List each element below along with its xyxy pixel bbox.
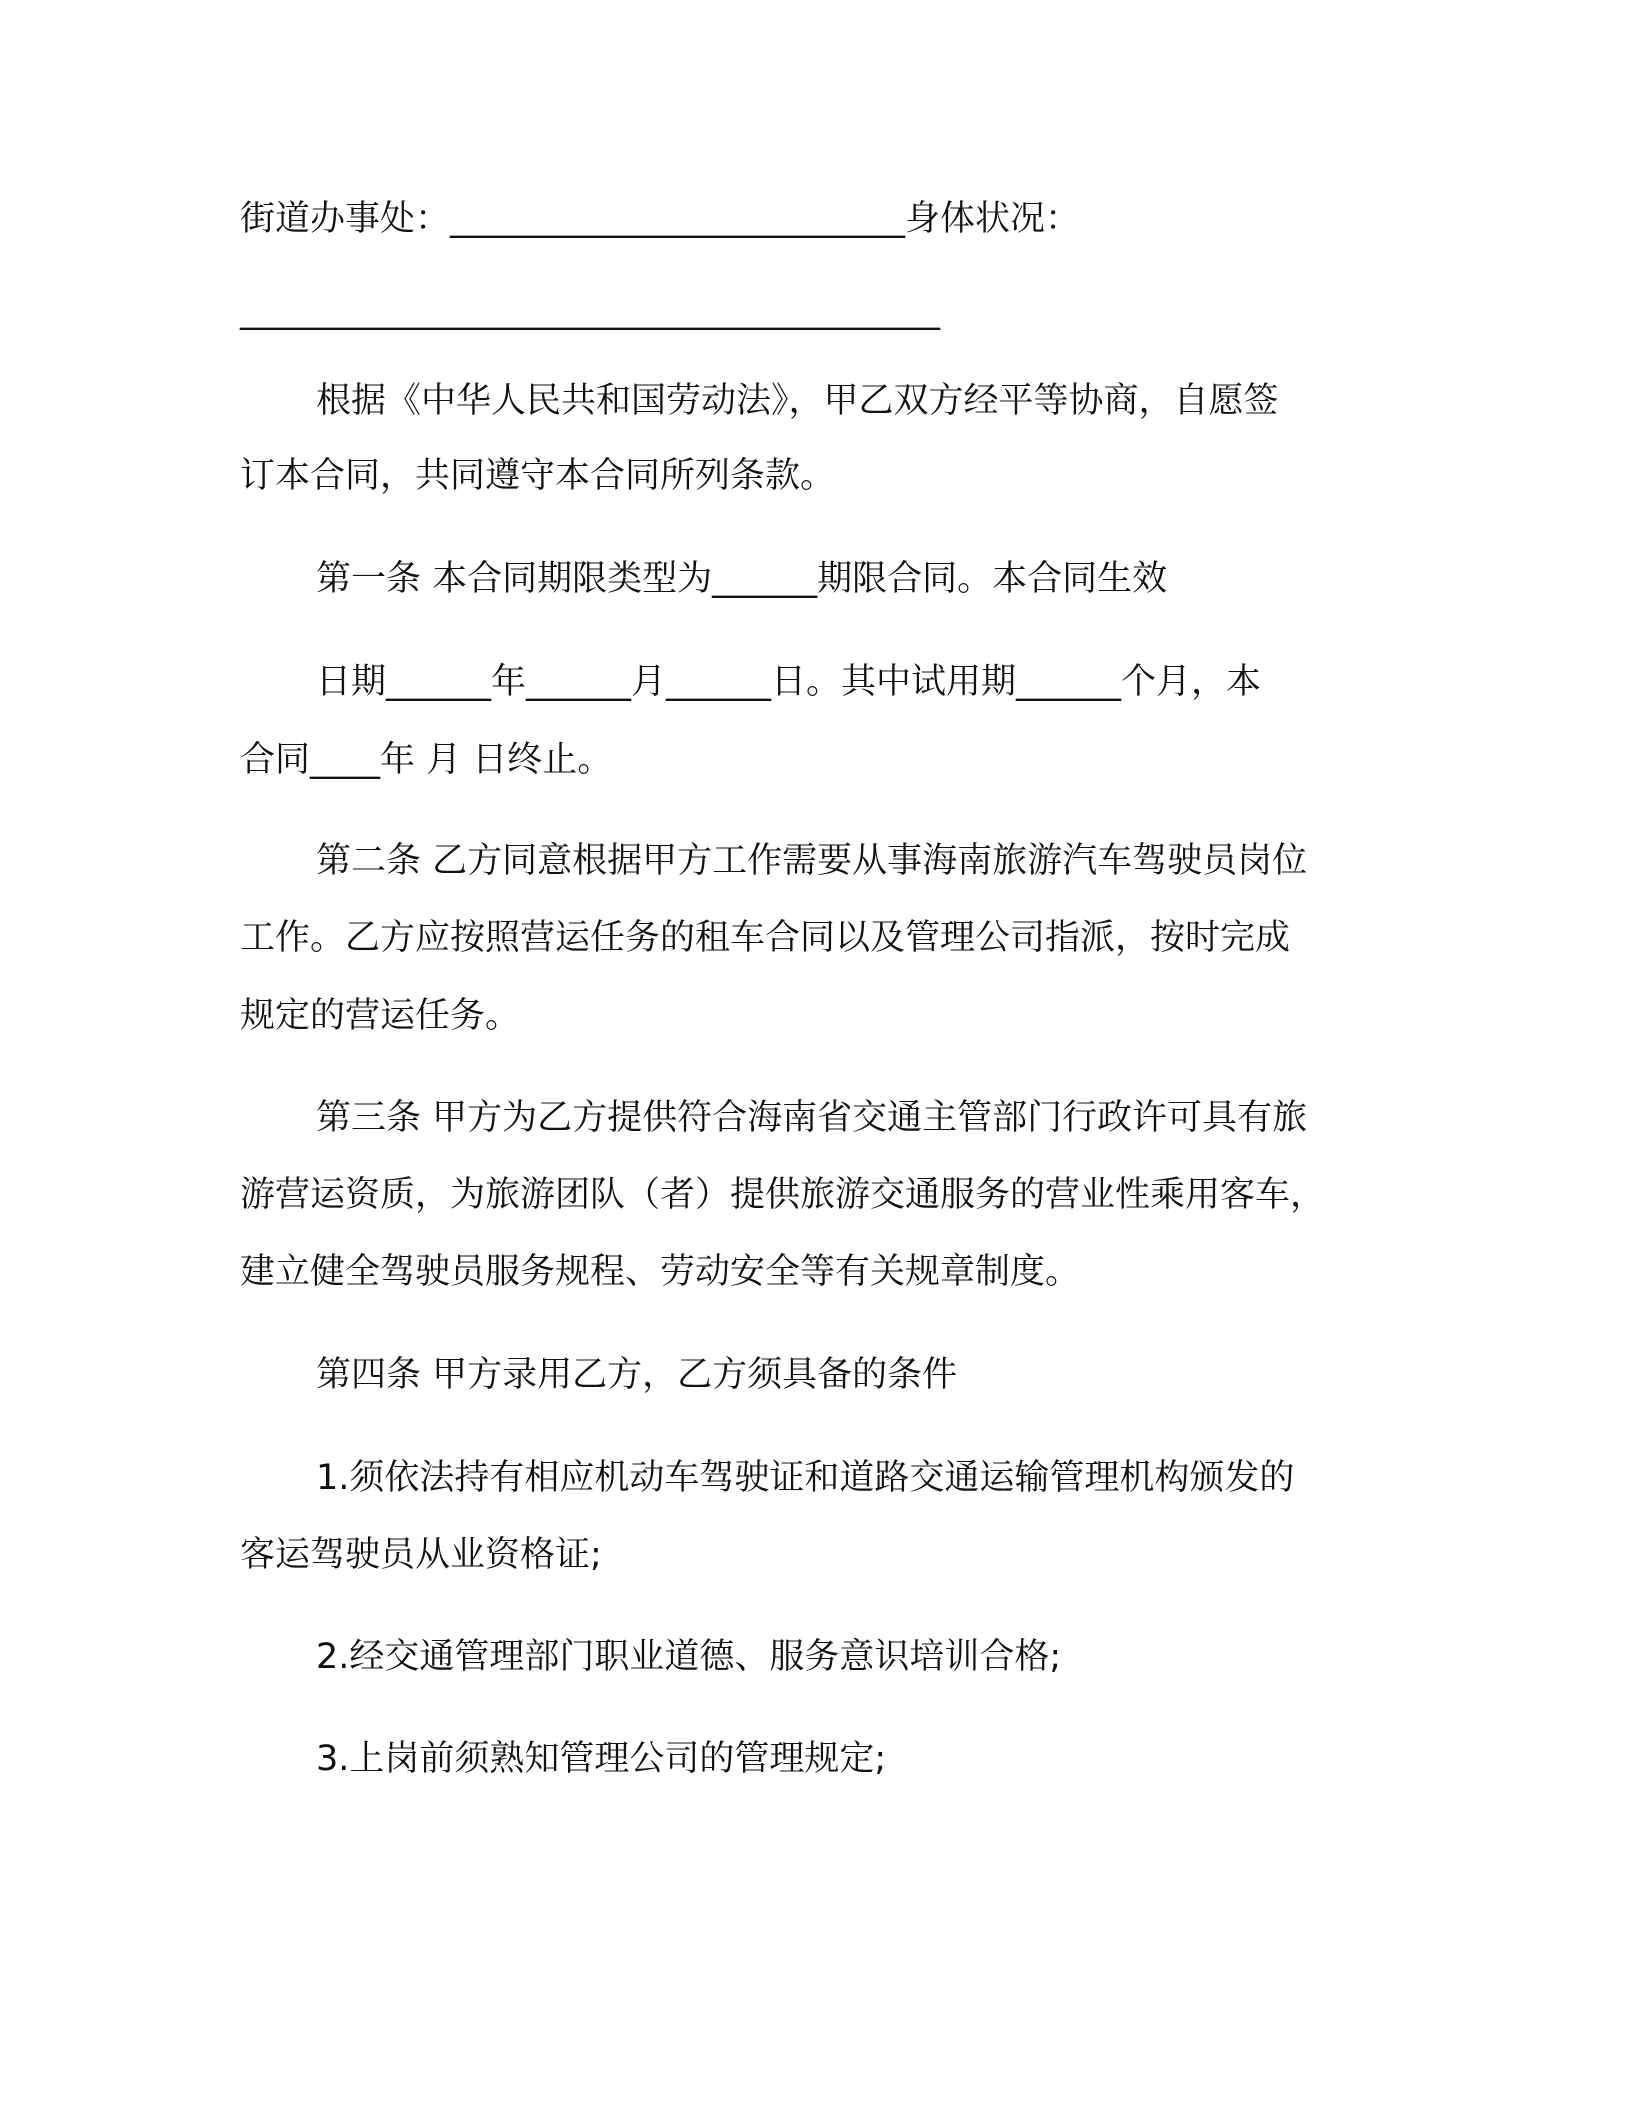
article-3-line-2: 游营运资质，为旅游团队（者）提供旅游交通服务的营业性乘用客车， bbox=[240, 1175, 1326, 1215]
preamble-line-1: 根据《中华人民共和国劳动法》，甲乙双方经平等协商，自愿签 bbox=[316, 381, 1279, 421]
condition-1-line-1: 1.须依法持有相应机动车驾驶证和道路交通运输管理机构颁发的 bbox=[316, 1458, 1295, 1498]
article-3-line-1: 第三条 甲方为乙方提供符合海南省交通主管部门行政许可具有旅 bbox=[316, 1098, 1308, 1138]
blank-underline-line: ________________________________________ bbox=[240, 291, 940, 331]
article-3-line-3: 建立健全驾驶员服务规程、劳动安全等有关规章制度。 bbox=[240, 1252, 1081, 1292]
condition-3: 3.上岗前须熟知管理公司的管理规定; bbox=[316, 1739, 887, 1779]
condition-1-line-2: 客运驾驶员从业资格证; bbox=[240, 1535, 602, 1575]
article-2-line-1: 第二条 乙方同意根据甲方工作需要从事海南旅游汽车驾驶员岗位 bbox=[316, 841, 1308, 881]
condition-2: 2.经交通管理部门职业道德、服务意识培训合格; bbox=[316, 1637, 1062, 1677]
article-1-line-2: 日期______年______月______日。其中试用期______个月，本 bbox=[316, 662, 1262, 702]
article-1-line-3: 合同____年 月 日终止。 bbox=[240, 740, 613, 780]
article-4-heading: 第四条 甲方录用乙方，乙方须具备的条件 bbox=[316, 1355, 958, 1395]
street-office-health-line: 街道办事处：__________________________身体状况： bbox=[240, 199, 1081, 239]
article-2-line-3: 规定的营运任务。 bbox=[240, 996, 521, 1036]
article-1-line-1: 第一条 本合同期限类型为______期限合同。本合同生效 bbox=[316, 559, 1168, 599]
preamble-line-2: 订本合同，共同遵守本合同所列条款。 bbox=[240, 456, 836, 496]
article-2-line-2: 工作。乙方应按照营运任务的租车合同以及管理公司指派，按时完成 bbox=[240, 918, 1291, 958]
